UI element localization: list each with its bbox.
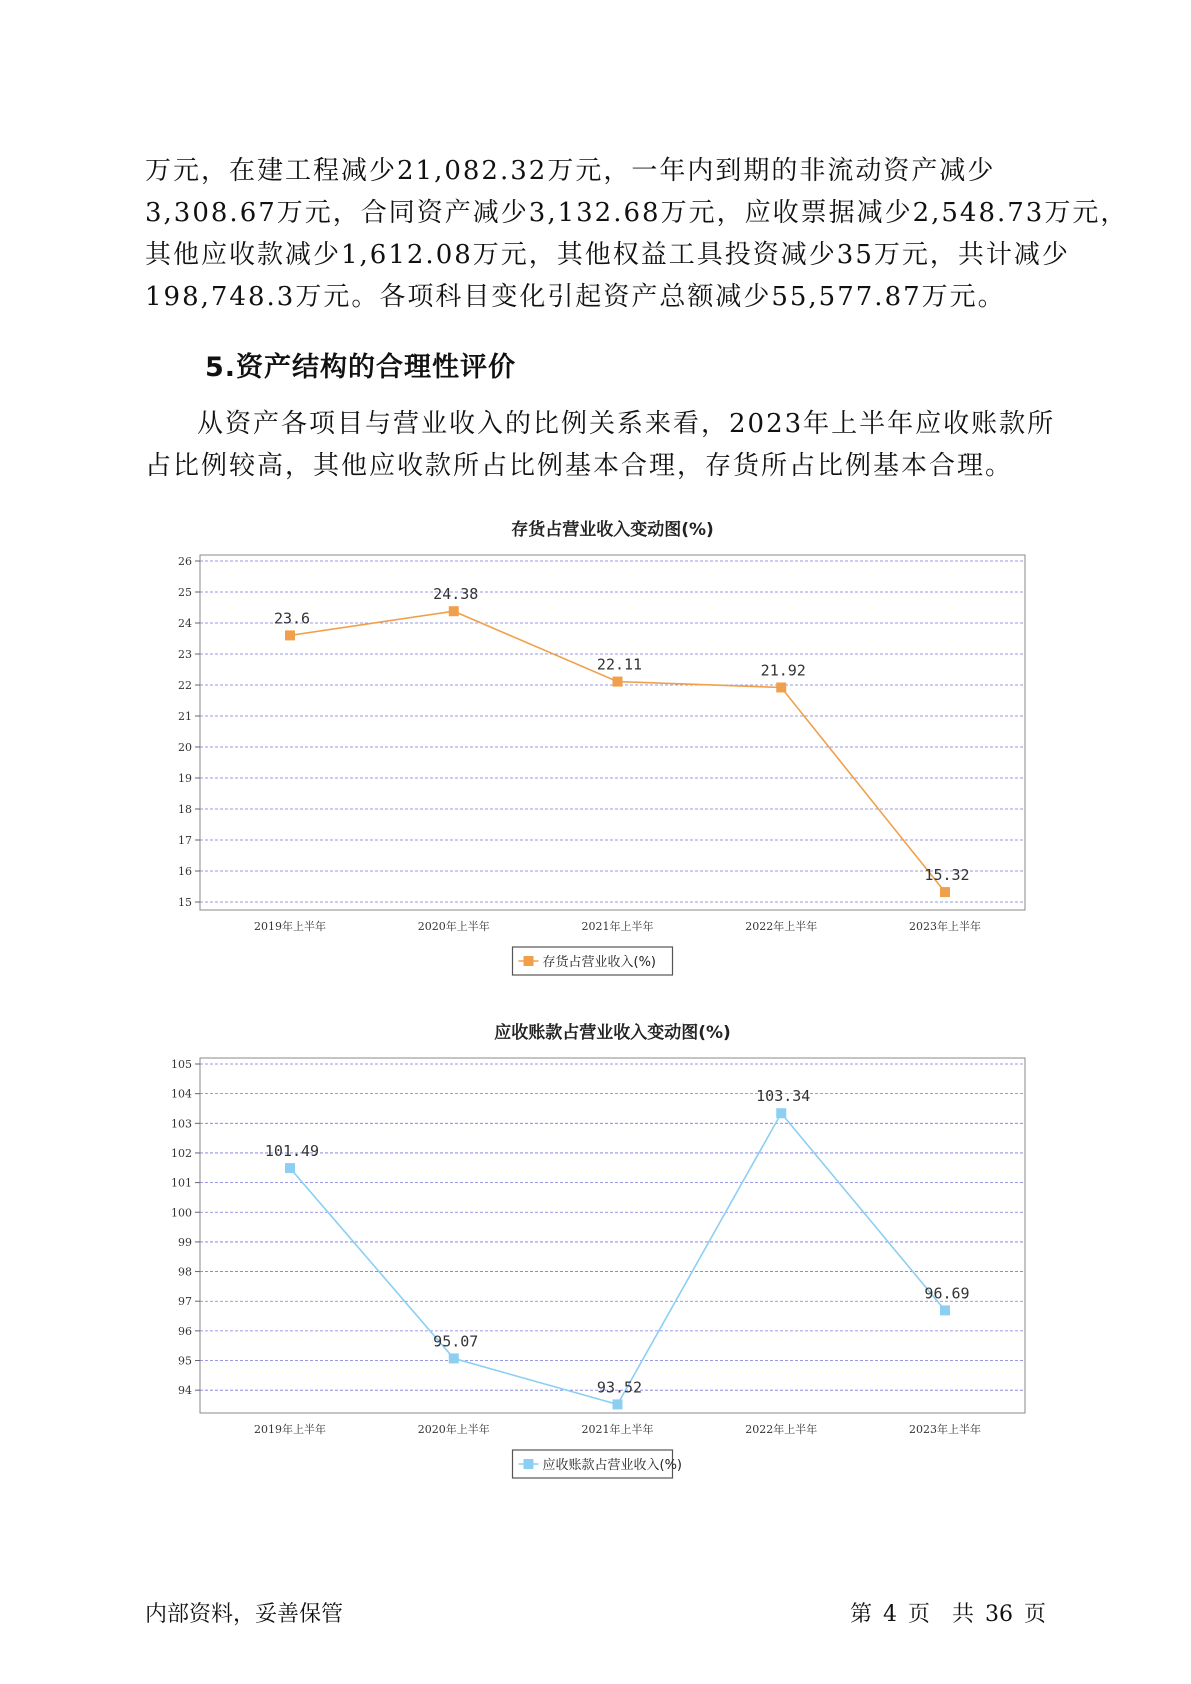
data-label: 22.11 [596, 655, 643, 674]
data-label: 103.34 [756, 1087, 811, 1106]
data-point [940, 1305, 950, 1315]
text-line: 3,308.67万元，合同资产减少3,132.68万元，应收票据减少2,548.73万元， [145, 198, 1129, 228]
y-tick-label: 94 [178, 1384, 192, 1398]
x-tick-label: 2019年上半年 [254, 1423, 326, 1436]
data-label: 24.38 [433, 585, 479, 604]
y-tick-label: 105 [171, 1058, 192, 1071]
data-point [285, 630, 295, 640]
text-line: 万元，在建工程减少21,082.32万元，一年内到期的非流动资产减少 [145, 156, 996, 186]
y-tick-label: 22 [178, 679, 192, 692]
x-tick-label: 2020年上半年 [417, 1423, 490, 1436]
y-tick-label: 103 [171, 1117, 192, 1131]
chart-title: 存货占营业收入变动图(%) [511, 520, 714, 540]
x-tick-label: 2020年上半年 [417, 920, 490, 933]
x-tick-label: 2021年上半年 [581, 920, 654, 933]
text-line: 从资产各项目与营业收入的比例关系来看，2023年上半年应收账款所 [197, 409, 1056, 439]
section-heading: 5.资产结构的合理性评价 [205, 352, 517, 383]
receivables-ratio-chart [0, 1018, 1191, 1488]
data-label: 23.6 [273, 609, 311, 628]
y-tick-label: 96 [178, 1324, 192, 1338]
data-point [285, 1163, 295, 1173]
y-tick-label: 26 [178, 555, 192, 568]
x-tick-label: 2023年上半年 [909, 920, 981, 933]
footer-confidential-note: 内部资料，妥善保管 [145, 1602, 344, 1627]
y-tick-label: 20 [178, 741, 192, 754]
data-point [776, 1108, 786, 1118]
data-point [449, 606, 459, 616]
plot-area [200, 555, 1025, 910]
y-tick-label: 99 [178, 1235, 192, 1249]
data-label: 96.69 [924, 1284, 970, 1303]
x-tick-label: 2023年上半年 [909, 1423, 981, 1436]
paragraph-asset-changes [145, 150, 1129, 318]
legend-marker [524, 956, 534, 966]
plot-area [200, 1058, 1025, 1413]
y-tick-label: 18 [178, 803, 192, 816]
text-line: 其他应收款减少1,612.08万元，其他权益工具投资减少35万元，共计减少 [145, 240, 1070, 270]
data-label: 21.92 [760, 661, 806, 680]
y-tick-label: 100 [171, 1206, 192, 1220]
x-tick-label: 2019年上半年 [254, 920, 326, 933]
paragraph-asset-structure [145, 403, 1056, 487]
x-tick-label: 2022年上半年 [745, 1423, 818, 1436]
y-tick-label: 16 [178, 865, 192, 878]
y-tick-label: 17 [178, 834, 192, 847]
y-tick-label: 98 [178, 1265, 192, 1279]
data-point [449, 1353, 459, 1363]
chart-title: 应收账款占营业收入变动图(%) [494, 1023, 731, 1043]
footer-page-number: 第 4 页 共 36 页 [850, 1602, 1046, 1627]
data-label: 95.07 [433, 1332, 479, 1351]
y-tick-label: 19 [178, 772, 192, 785]
y-tick-label: 15 [178, 896, 192, 909]
data-point [940, 887, 950, 897]
x-tick-label: 2022年上半年 [745, 920, 818, 933]
y-tick-label: 97 [178, 1295, 192, 1309]
text-line: 占比例较高，其他应收款所占比例基本合理，存货所占比例基本合理。 [145, 451, 1014, 481]
legend [513, 1450, 683, 1478]
y-tick-label: 21 [178, 710, 192, 723]
data-point [613, 1399, 623, 1409]
inventory-ratio-chart [0, 515, 1191, 975]
data-label: 15.32 [924, 866, 970, 885]
data-label: 93.52 [596, 1378, 643, 1397]
y-tick-label: 102 [171, 1146, 192, 1160]
data-label: 101.49 [264, 1142, 320, 1161]
y-tick-label: 104 [171, 1087, 192, 1101]
y-tick-label: 95 [178, 1354, 192, 1368]
legend-label: 应收账款占营业收入(%) [542, 1458, 682, 1473]
legend [513, 947, 673, 975]
y-tick-label: 25 [178, 586, 192, 599]
y-tick-label: 101 [171, 1176, 192, 1190]
y-tick-label: 24 [178, 617, 192, 630]
data-point [776, 682, 786, 692]
y-tick-label: 23 [178, 648, 192, 661]
text-line: 198,748.3万元。各项科目变化引起资产总额减少55,577.87万元。 [145, 282, 1006, 312]
x-tick-label: 2021年上半年 [581, 1423, 654, 1436]
legend-marker [524, 1459, 534, 1469]
legend-label: 存货占营业收入(%) [542, 955, 656, 970]
data-point [613, 677, 623, 687]
